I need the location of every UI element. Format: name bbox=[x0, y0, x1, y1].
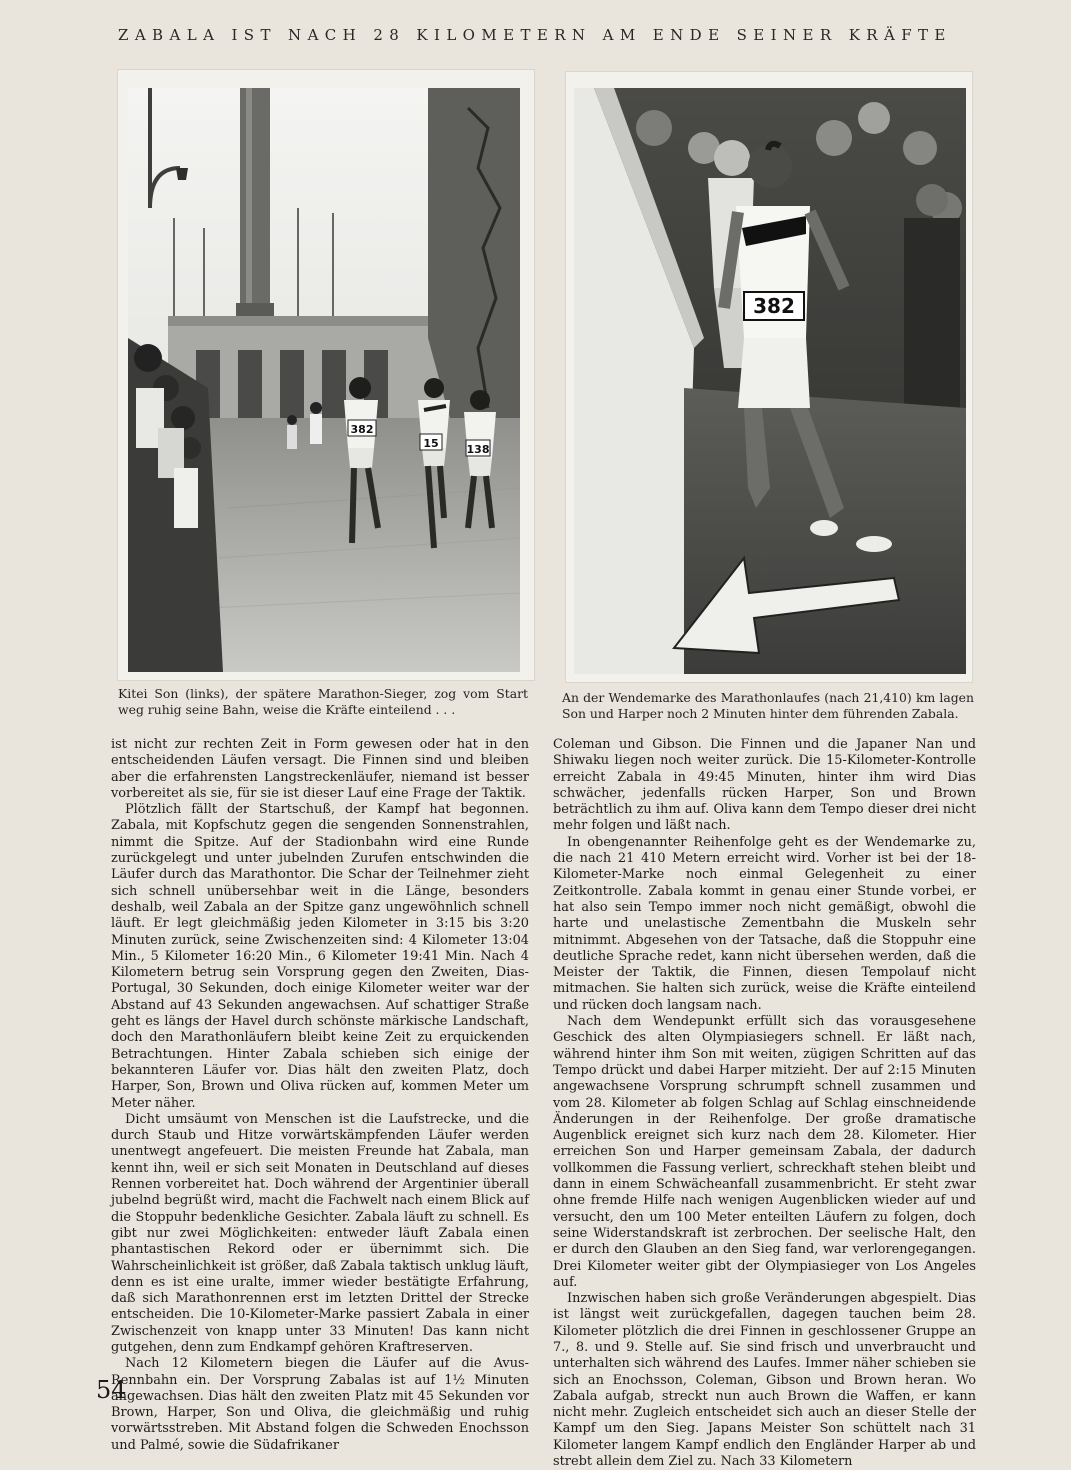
paragraph: In obengenannter Reihenfolge geht es der Wendemarke zu, die nach 21 410 Metern erreicht wird. Vorher ist bei der 18-Kilometer-Marke noch einmal Gelegenheit zu einer Zeitkontrolle. Zabala kommt in genau einer Stunde vorbei, er hat also sein Tempo immer noch nicht gemäßigt, obwohl die harte und unelastische Zementbahn die Muskeln sehr mitnimmt. Abgesehen von der Tatsache, daß die Stoppuhr eine deutliche Sprache redet, kann nicht übersehen werden, daß die Meister der Taktik, die Finnen, diesen Tempolauf nicht mitmachen. Sie halten sich zurück, weise die Kräfte einteilend und rücken doch langsam nach. bbox=[553, 834, 976, 1013]
photo-caption-left: Kitei Son (links), der spätere Marathon-Sieger, zog vom Start weg ruhig seine Bahn, weise die Kräfte einteilend . . . bbox=[118, 686, 528, 717]
bib-number-son: 382 bbox=[350, 423, 374, 436]
photo-marathon-start-illustration bbox=[128, 88, 520, 672]
photo-turning-point bbox=[574, 88, 966, 674]
paragraph: Plötzlich fällt der Startschuß, der Kampf hat begonnen. Zabala, mit Kopfschutz gegen die sengenden Sonnenstrahlen, nimmt die Spitze. Auf der Stadionbahn wird eine Runde zurückgelegt und unter jubelnden Zurufen entschwinden die Läufer durch das Marathontor. Die Schar der Teilnehmer zieht sich schnell unübersehbar weit in die Länge, besonders deshalb, weil Zabala an der Spitze ganz ungewöhnlich schnell läuft. Er legt gleichmäßig jeden Kilometer in 3:15 bis 3:20 Minuten zurück, seine Zwischenzeiten sind: 4 Kilometer 13:04 Min., 5 Kilometer 16:20 Min., 6 Kilometer 19:41 Min. Nach 4 Kilometern betrug sein Vorsprung gegen den Zweiten, Dias-Portugal, 30 Sekunden, doch einige Kilometer weiter war der Abstand auf 43 Sekunden angewachsen. Auf schattiger Straße geht es längs der Havel durch schönste märkische Landschaft, doch den Marathonläufern bleibt keine Zeit zu erquickenden Betrachtungen. Hinter Zabala schieben sich einige der bekannteren Läufer vor. Dias hält den zweiten Platz, doch Harper, Son, Brown und Oliva rücken auf, kommen Meter um Meter näher. bbox=[111, 802, 529, 1111]
photo-card-right bbox=[566, 72, 972, 682]
paragraph: Dicht umsäumt von Menschen ist die Laufstrecke, und die durch Staub und Hitze vorwärtskämpfenden Läufer werden unentwegt angefeuert. Die meisten Freunde hat Zabala, man kennt ihn, weil er sich seit Monaten in Deutschland auf dieses Rennen vorbereitet hat. Doch während der Argentinier überall jubelnd begrüßt wird, macht die Fachwelt nach einem Blick auf die Stoppuhr bedenkliche Gesichter. Zabala läuft zu schnell. Es gibt nur zwei Möglichkeiten: entweder läuft Zabala einen phantastischen Rekord oder er übernimmt sich. Die Wahrscheinlichkeit ist größer, daß Zabala taktisch unklug läuft, denn es ist eine uralte, immer wieder bestätigte Erfahrung, daß sich Marathonrennen erst im letzten Drittel der Strecke entscheiden. Die 10-Kilometer-Marke passiert Zabala in einer Zwischenzeit von knapp unter 33 Minuten! Das kann nicht gutgehen, denn zum Endkampf gehören Kraftreserven. bbox=[111, 1111, 529, 1355]
article-column-left bbox=[111, 737, 529, 1454]
photo-turning-point-illustration bbox=[574, 88, 966, 674]
paragraph: Nach dem Wendepunkt erfüllt sich das vorausgesehene Geschick des alten Olympiasiegers schnell. Er läßt nach, während hinter ihm Son mit weiten, zügigen Schritten auf das Tempo drückt und dabei Harper mitzieht. Der auf 2:15 Minuten angewachsene Vorsprung schrumpft schnell zusammen und vom 28. Kilometer ab folgen Schlag auf Schlag einschneidende Änderungen in der Reihenfolge. Der große dramatische Augenblick ereignet sich kurz nach dem 28. Kilometer. Hier erreichen Son und Harper gemeinsam Zabala, der dadurch vollkommen die Fassung verliert, schreckhaft stehen bleibt und dann in einem Schwächeanfall zusammenbricht. Er steht zwar ohne fremde Hilfe nach wenigen Augenblicken wieder auf und versucht, den um 100 Meter enteilten Läufern zu folgen, doch seine Widerstandskraft ist zerbrochen. Der seelische Halt, den er durch den Glauben an den Sieg fand, war verlorengegangen. Drei Kilometer weiter gibt der Olympiasieger von Los Angeles auf. bbox=[553, 1014, 976, 1290]
paragraph: Nach 12 Kilometern biegen die Läufer auf die Avus-Rennbahn ein. Der Vorsprung Zabalas ist auf 1½ Minuten angewachsen. Dias hält den zweiten Platz mit 45 Sekunden vor Brown, Harper, Son und Oliva, die gleichmäßig und ruhig vorwärtsstreben. Mit Abstand folgen die Schweden Enochsson und Palmé, sowie die Südafrikaner bbox=[111, 1356, 529, 1453]
bib-number-son-turning: 382 bbox=[753, 294, 795, 318]
photo-caption-right: An der Wendemarke des Marathonlaufes (nach 21,410) km lagen Son und Harper noch 2 Minuten hinter dem führenden Zabala. bbox=[562, 690, 974, 721]
bib-number-center: 15 bbox=[423, 437, 439, 450]
page-number: 54 bbox=[96, 1376, 127, 1404]
article-column-right bbox=[553, 737, 976, 1470]
photo-card-left bbox=[118, 70, 534, 680]
paragraph: ist nicht zur rechten Zeit in Form gewesen oder hat in den entscheidenden Läufen versagt. Die Finnen sind und bleiben aber die erfahrensten Langstreckenläufer, niemand ist besser vorbereitet als sie, für sie ist dieser Lauf eine Frage der Taktik. bbox=[111, 737, 529, 801]
photo-marathon-start bbox=[128, 88, 520, 672]
paragraph: Inzwischen haben sich große Veränderungen abgespielt. Dias ist längst weit zurückgefallen, dagegen tauchen beim 28. Kilometer plötzlich die drei Finnen in geschlossener Gruppe an 7., 8. und 9. Stelle auf. Sie sind frisch und unverbraucht und unterhalten sich während des Laufes. Immer näher schieben sie sich an Enochsson, Coleman, Gibson und Brown heran. Wo Zabala aufgab, streckt nun auch Brown die Waffen, er kann nicht mehr. Zugleich entscheidet sich auch an dieser Stelle der Kampf um den Sieg. Japans Meister Son schüttelt nach 31 Kilometer langem Kampf endlich den Engländer Harper ab und strebt allein dem Ziel zu. Nach 33 Kilometern bbox=[553, 1291, 976, 1470]
bib-number-right: 138 bbox=[466, 443, 490, 456]
paragraph: Coleman und Gibson. Die Finnen und die Japaner Nan und Shiwaku liegen noch weiter zurück. Die 15-Kilometer-Kontrolle erreicht Zabala in 49:45 Minuten, hinter ihm wird Dias schwächer, jedenfalls rücken Harper, Son und Brown beträchtlich zu ihm auf. Oliva kann dem Tempo dieser drei nicht mehr folgen und läßt nach. bbox=[553, 737, 976, 834]
running-head: ZABALA IST NACH 28 KILOMETERN AM ENDE SEINER KRÄFTE bbox=[118, 26, 952, 44]
